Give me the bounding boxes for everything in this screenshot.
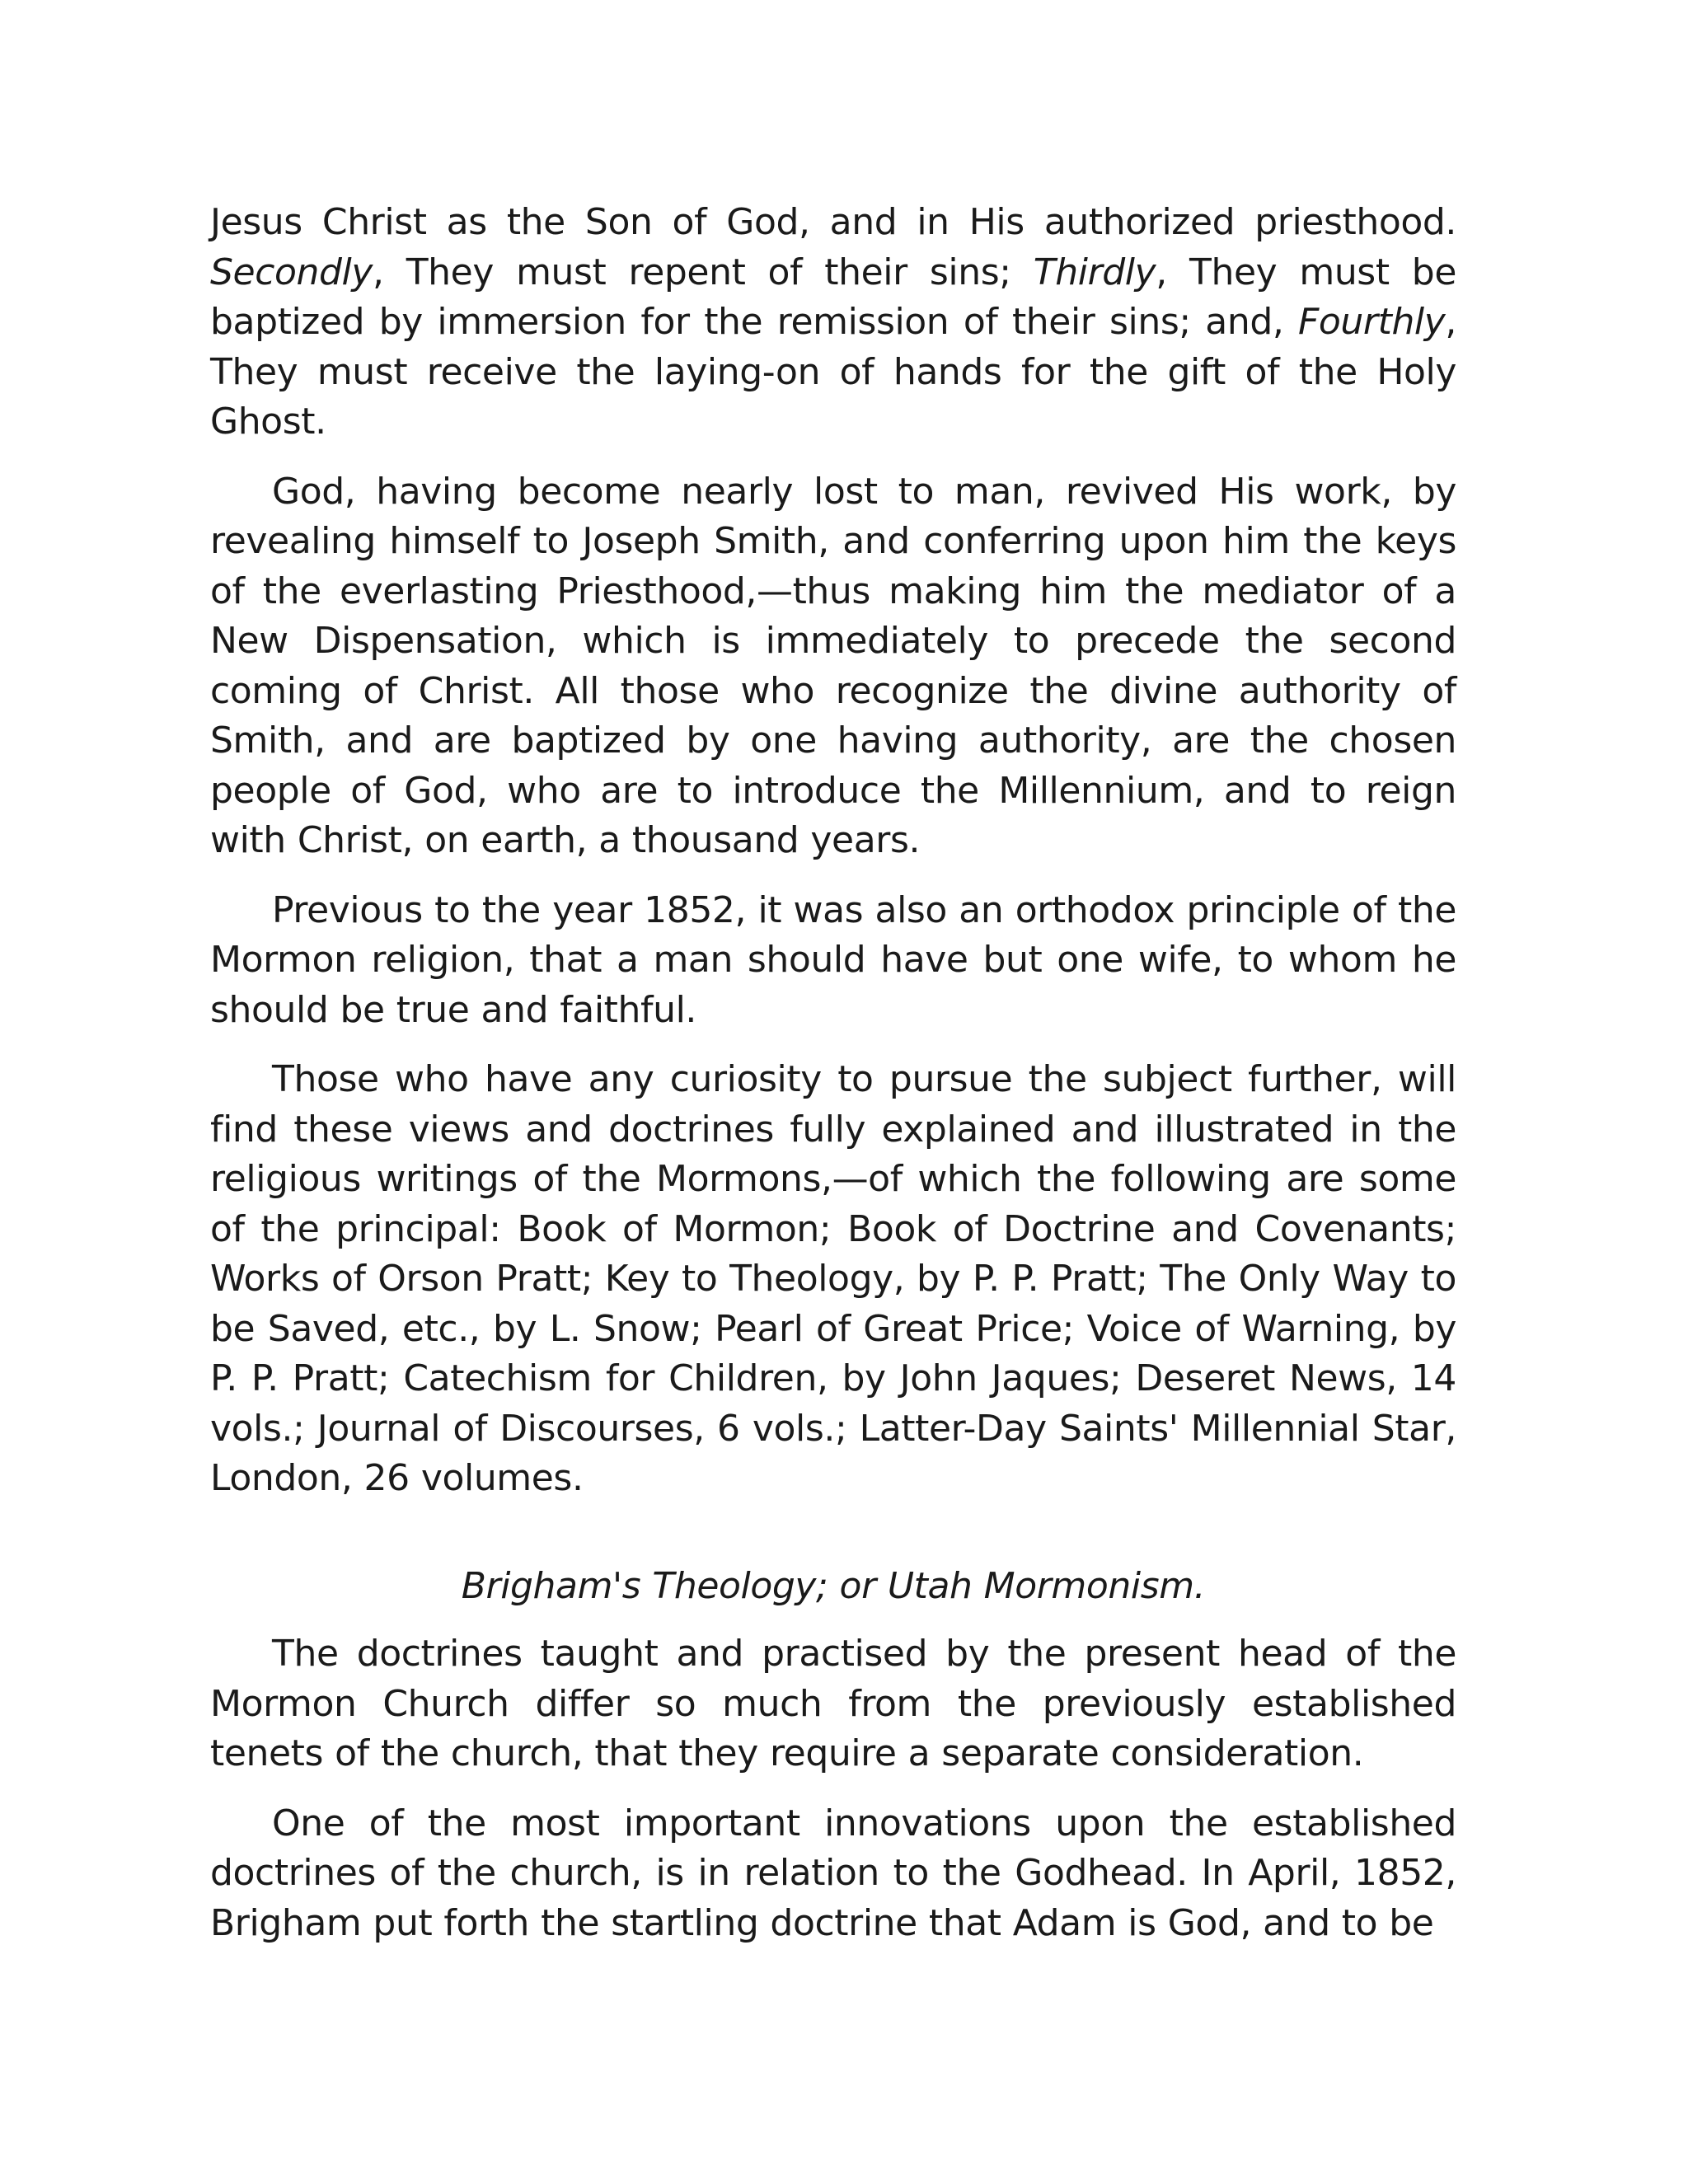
paragraph-godhead: One of the most important innovations upon the established doctrines of the church, is in relation to the Godhead. In April, 1852, Brigham put forth the startling doctrine that Adam is God, and to be <box>210 1802 1456 1944</box>
paragraph-doctrines-differ: The doctrines taught and practised by the present head of the Mormon Church differ so much from the previously established tenets of the church, that they require a separate consideration. <box>210 1633 1456 1774</box>
section-heading: Brigham's Theology; or Utah Mormonism. <box>461 1564 1206 1607</box>
paragraph-new-dispensation: God, having become nearly lost to man, revived His work, by revealing himself to Joseph Smith, and conferring upon him the keys of the everlasting Priesthood,—thus making him the mediator of a New Dispensation, which is immediately to precede the second coming of Christ. All those who recognize the divine authority of Smith, and are baptized by one having authority, are the chosen people of God, who are to introduce the Millennium, and to reign with Christ, on earth, a thousand years. <box>210 470 1456 861</box>
text-run: Jesus Christ as the Son of God, and in His authorized priesthood. <box>210 201 1456 243</box>
text-run: , They must receive the laying-on of hands for the gift of the Holy Ghost. <box>210 301 1456 443</box>
italic-secondly: Secondly <box>210 251 373 293</box>
page-body <box>210 198 1456 1968</box>
paragraph-one-wife: Previous to the year 1852, it was also an orthodox principle of the Mormon religion, that a man should have but one wife, to whom he should be true and faithful. <box>210 888 1456 1031</box>
italic-thirdly: Thirdly <box>1033 251 1156 293</box>
paragraph-articles-of-faith <box>210 198 1456 448</box>
paragraph-religious-writings: Those who have any curiosity to pursue the subject further, will find these views and doctrines fully explained and illustrated in the religious writings of the Mormons,—of which the following are some of the principal: Book of Mormon; Book of Doctrine and Covenants; Works of Orson Pratt; Key to Theology, by P. P. Pratt; The Only Way to be Saved, etc., by L. Snow; Pearl of Great Price; Voice of Warning, by P. P. Pratt; Catechism for Children, by John Jaques; Deseret News, 14 vols.; Journal of Discourses, 6 vols.; Latter-Day Saints' Millennial Star, London, 26 volumes. <box>210 1058 1456 1499</box>
italic-fourthly: Fourthly <box>1297 301 1446 343</box>
text-run: , They must be baptized by immersion for the remission of their sins; and, <box>210 251 1456 343</box>
text-run: , They must repent of their sins; <box>373 251 1034 293</box>
